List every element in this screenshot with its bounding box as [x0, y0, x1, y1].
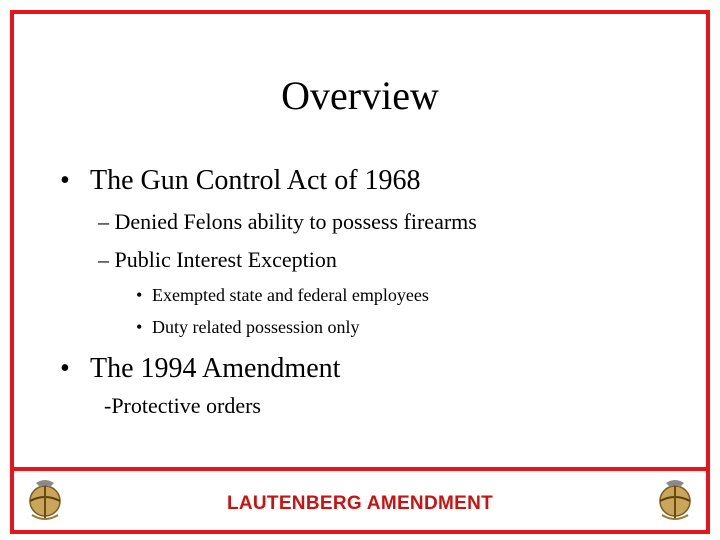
bullet-icon: •: [60, 353, 70, 384]
bullet-level2: – Public Interest Exception: [98, 247, 337, 272]
bullet-level1: [60, 352, 680, 386]
bullet-icon: •: [136, 317, 143, 337]
bullet-text: Exempted state and federal employees: [152, 285, 429, 305]
bullet-level2: – Denied Felons ability to possess firearms: [98, 209, 477, 234]
bullet-level3: [136, 316, 680, 338]
bullet-text: The 1994 Amendment: [90, 353, 341, 384]
plain-subitem: -Protective orders: [104, 393, 261, 418]
slide-title: Overview: [281, 73, 439, 118]
bullet-icon: •: [60, 165, 70, 196]
footer-title: LAUTENBERG AMENDMENT: [226, 493, 493, 514]
bullet-level1: [60, 164, 680, 198]
usmc-emblem-icon: [652, 475, 698, 523]
slide-footer: [14, 471, 706, 526]
bullet-icon: •: [136, 285, 143, 305]
bullet-text: Duty related possession only: [152, 317, 360, 337]
slide-body: [60, 164, 680, 420]
bullet-text: The Gun Control Act of 1968: [90, 165, 421, 196]
bullet-level3: [136, 284, 680, 306]
